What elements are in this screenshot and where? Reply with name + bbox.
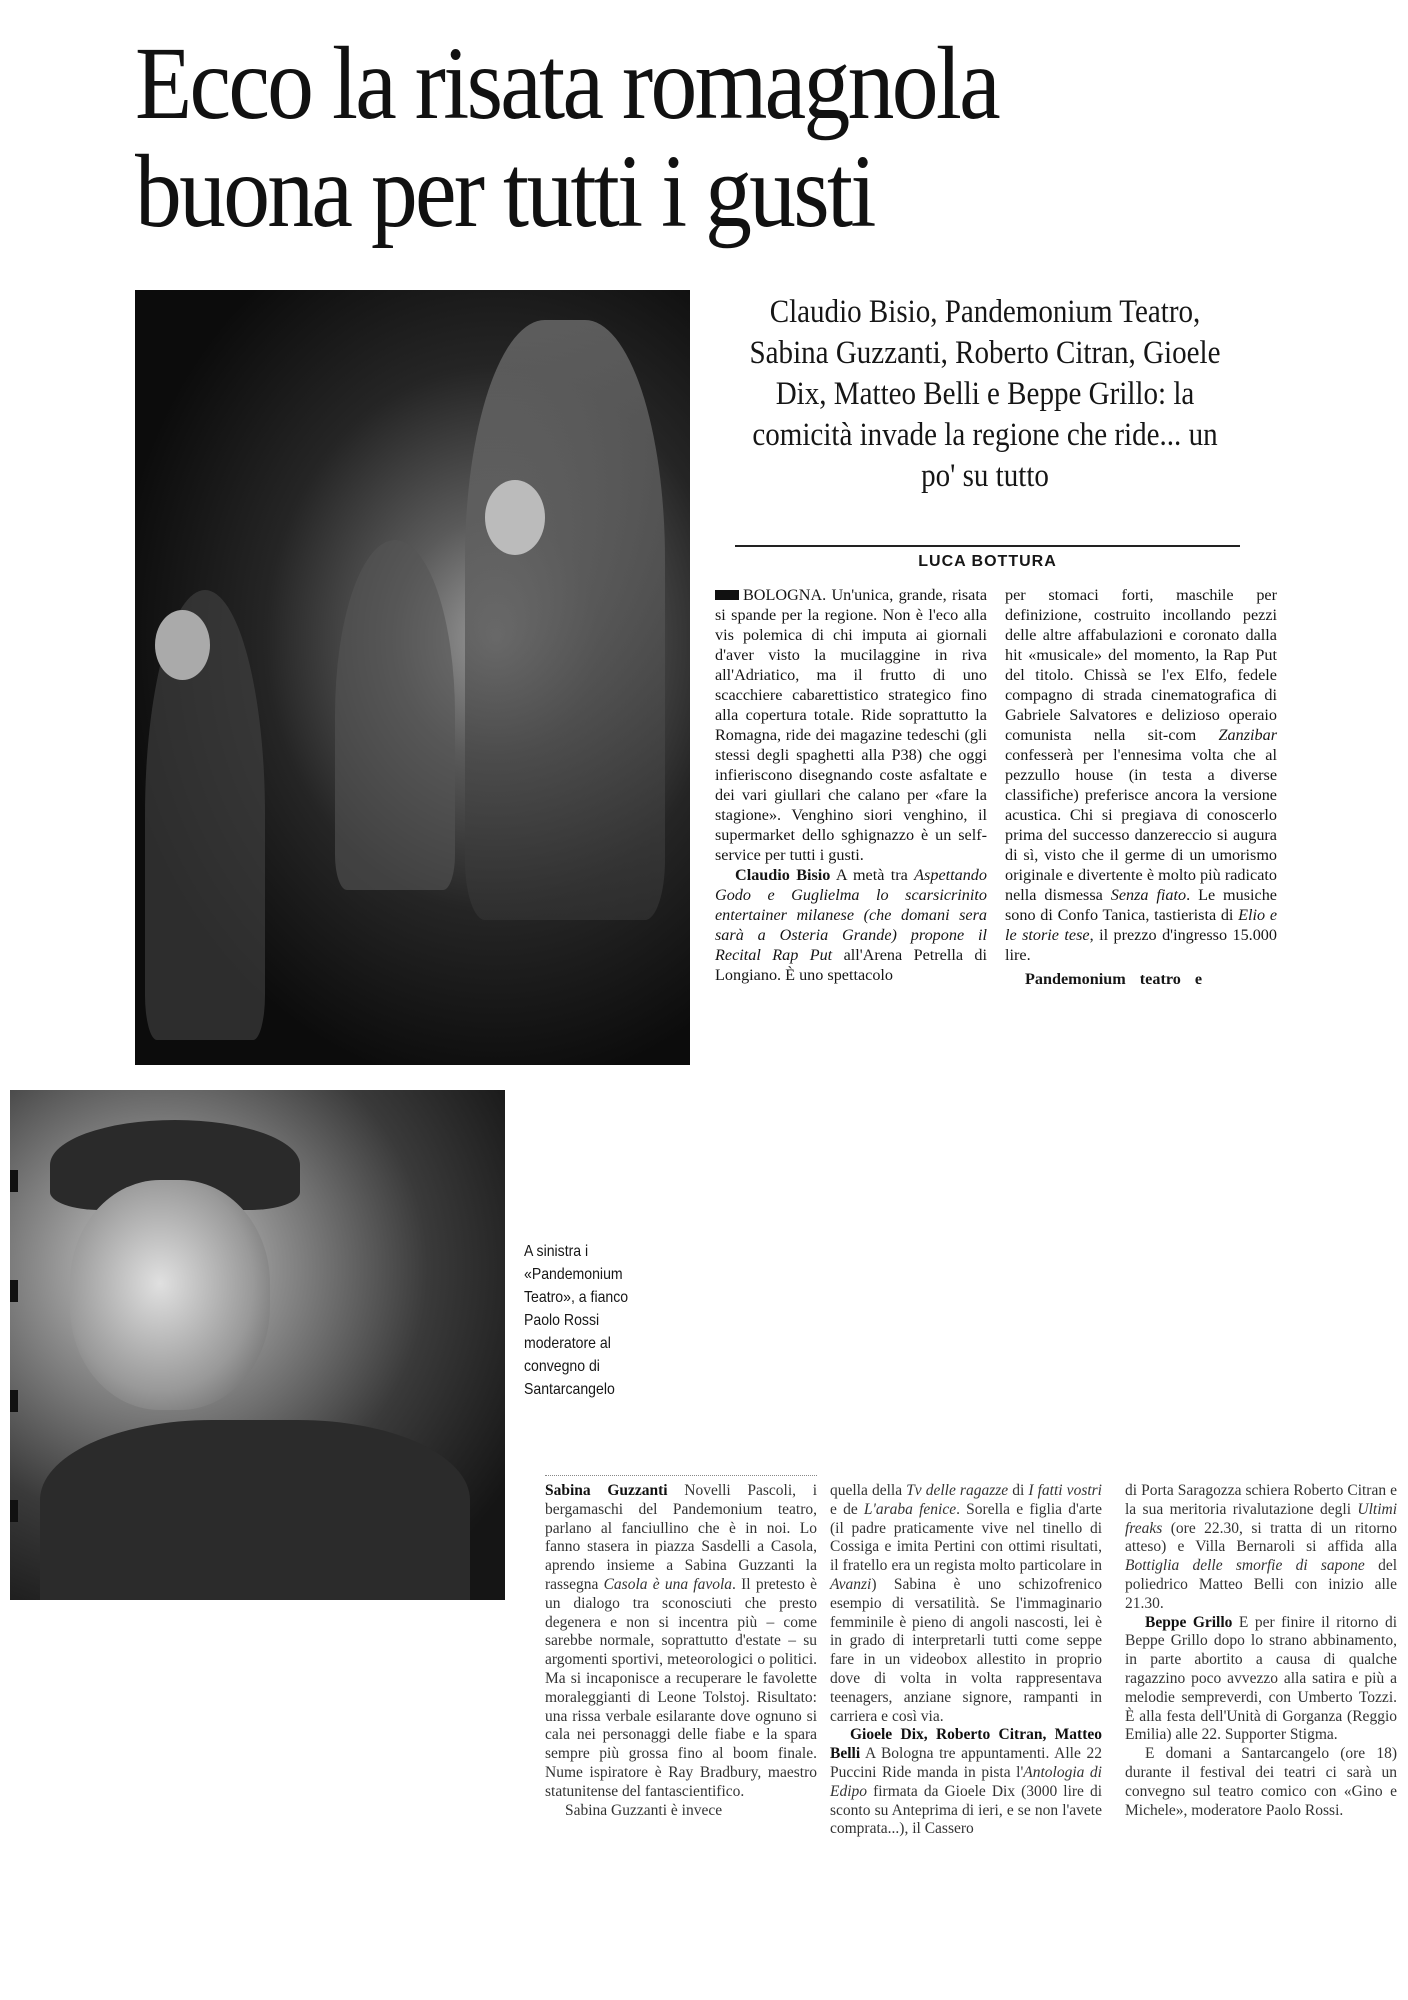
italic-title: Elio e le storie tese <box>1005 906 1278 944</box>
paragraph: Sabina Guzzanti è invece <box>565 1801 723 1819</box>
paragraph: E domani a Santarcangelo (ore 18) durante il festival dei teatri ci sarà un convegno sul teatro comico con «Gino e Michele», moderatore Paolo Rossi. <box>1125 1745 1397 1819</box>
divider <box>735 545 1240 547</box>
photo-stage-performers <box>135 290 690 1065</box>
paragraph: . Il pretesto è un dialogo tra sconosciuti che presto degenera e non si incentra più – come sarebbe normale, soprattutto d'estate – su argomenti sportivi, meteorologici o politici. Ma si incaponisce a recuperare le favolette moraleggianti di Leone Tolstoj. Risultato: una rissa verbale esilarante dove ognuno si cala nei personaggi delle fiabe e la spara sempre più grossa fino al boom finale. Nume ispiratore è Ray Bradbury, maestro statunitense del fantascientifico. <box>545 1575 817 1800</box>
paragraph: Un'unica, grande, risata si spande per la regione. Non è l'eco alla vis polemica di chi imputa ai giornali d'aver visto la mucilaggine in riva all'Adriatico, ma il frutto di uno scacchiere cabarettistico strategico fino alla copertura totale. Ride soprattutto la Romagna, ride dei magazine tedeschi (gli stessi degli spaghetti alla P38) che oggi infieriscono disegnando coste asfaltate e dei vari giullari che calano per «fare la stagione». Venghino siori venghino, il supermarket dello sghignazzo è un self-service per tutti i gusti. <box>715 586 988 864</box>
photo-paolo-rossi <box>10 1090 505 1600</box>
section-heading: Gioele Dix, Roberto Citran, Matteo Belli <box>830 1726 1102 1763</box>
paragraph: di <box>1012 1482 1025 1499</box>
italic-title: Senza fiato <box>1110 886 1187 904</box>
section-heading: Pandemonium teatro e <box>1025 970 1203 988</box>
italic-title: Antologia di Edipo <box>830 1763 1102 1800</box>
headline-line-2: buona per tutti i gusti <box>135 134 874 249</box>
section-heading: Sabina Guzzanti <box>545 1482 668 1499</box>
paragraph: , il prezzo d'ingresso 15.000 lire. <box>1005 926 1277 964</box>
paragraph: (ore 22.30, si tratta di un ritorno atteso) e Villa Bernaroli si affida alla <box>1125 1519 1397 1556</box>
paragraph: E per finire il ritorno di Beppe Grillo dopo lo strano abbinamento, in parte abortito a causa di qualche ragazzino poco avvezzo alla satira e più a melodie sempreverdi, con Umberto Tozzi. È alla festa dell'Unità di Gorganza (Reggio Emilia) alle 22. Supporter Stigma. <box>1125 1613 1398 1744</box>
headline-line-1: Ecco la risata romagnola <box>135 26 998 141</box>
film-edge <box>10 1390 18 1412</box>
paragraph: ) Sabina è uno schizofrenico esempio di versatilità. Se l'immaginario femminile è pieno di angoli nascosti, lei è in grado di interpretarli tutti come seppe fare in un videobox allestito in proprio dove di volta in volta rappresentava teenagers, anziane signore, rampanti in carriera e così via. <box>830 1575 1102 1725</box>
paragraph: A metà tra <box>835 866 908 884</box>
paragraph: A Bologna tre appuntamenti. Alle 22 Puccini Ride manda in pista l' <box>830 1745 1103 1781</box>
article-column-4 <box>830 1475 1102 1839</box>
subheadline: Claudio Bisio, Pandemonium Teatro, Sabina Guzzanti, Roberto Citran, Gioele Dix, Matteo Belli e Beppe Grillo: la comicità invade la regione che ride... un po' su tutto <box>749 294 1221 494</box>
article-column-5 <box>1125 1475 1397 1820</box>
paragraph: Novelli Pascoli, i bergamaschi del Pandemonium teatro, parlano al fanciullino che è in noi. Lo fanno stasera in piazza Sasdelli a Casola, aprendo insieme a Sabina Guzzanti la rassegna <box>545 1482 817 1593</box>
byline: LUCA BOTTURA <box>918 553 1057 570</box>
italic-title: Aspettando Godo e Guglielma lo scarsicrinito entertainer milanese (che domani sera sarà a Osteria Grande) propone il Recital Rap Put <box>715 866 987 964</box>
film-edge <box>10 1170 18 1192</box>
paragraph: all'Arena Petrella di Longiano. È uno spettacolo <box>715 946 988 984</box>
italic-title: Ultimi freaks <box>1125 1500 1398 1537</box>
section-heading: Claudio Bisio <box>735 866 831 884</box>
paragraph: e de <box>830 1500 858 1518</box>
italic-title: Tv delle ragazze <box>906 1482 1009 1499</box>
section-heading: Beppe Grillo <box>1145 1613 1233 1631</box>
article-column-3 <box>545 1475 817 1820</box>
paragraph: di Porta Saragozza schiera Roberto Citran e la sua meritoria rivalutazione degli <box>1125 1482 1397 1518</box>
film-edge <box>10 1500 18 1522</box>
paragraph: quella della <box>830 1482 903 1499</box>
dateline: BOLOGNA. <box>743 586 827 604</box>
italic-title: Avanzi <box>830 1575 872 1593</box>
headline <box>135 26 1170 249</box>
article-column-1 <box>715 585 987 985</box>
paragraph: . Le musiche sono di Confo Tanica, tastierista di <box>1005 886 1277 924</box>
italic-title: L'araba fenice <box>863 1500 957 1518</box>
paragraph: confesserà per l'ennesima volta che al pezzullo house (in testa a diverse classifiche) preferisce ancora la versione acustica. Chi si pregiava di conoscerlo prima del successo danzereccio si augura di sì, visto che il germe di un umorismo originale e divertente è molto più radicato nella dismessa <box>1005 746 1277 904</box>
photo-caption: A sinistra i «Pandemonium Teatro», a fianco Paolo Rossi moderatore al convegno di Santarcangelo <box>524 1243 629 1398</box>
italic-title: Zanzibar <box>1218 726 1277 744</box>
italic-title: I fatti vostri <box>1028 1482 1102 1499</box>
paragraph: per stomaci forti, maschile per definizione, costruito incollando pezzi delle altre affabulazioni e coronato dalla hit «musicale» del momento, la Rap Put del titolo. Chissà se l'ex Elfo, fedele compagno di strada cinematografica di Gabriele Salvatores e delizioso operaio comunista nella sit-com <box>1005 586 1277 744</box>
italic-title: Bottiglia delle smorfie di sapone <box>1125 1557 1365 1575</box>
section-marker <box>715 590 739 600</box>
article-column-2 <box>1005 585 1277 989</box>
italic-title: Casola è una favola <box>603 1575 733 1593</box>
paragraph: firmata da Gioele Dix (3000 lire di sconto su Anteprima di ieri, e se non l'avete comprata...), il Cassero <box>830 1782 1103 1838</box>
paragraph: . Sorella e figlia d'arte (il padre praticamente vive nel tinello di Cossiga e imita Pertini con ottimi risultati, il fratello era un regista molto particolare in <box>830 1500 1103 1575</box>
film-edge <box>10 1280 18 1302</box>
paragraph: del poliedrico Matteo Belli con inizio alle 21.30. <box>1125 1557 1398 1612</box>
